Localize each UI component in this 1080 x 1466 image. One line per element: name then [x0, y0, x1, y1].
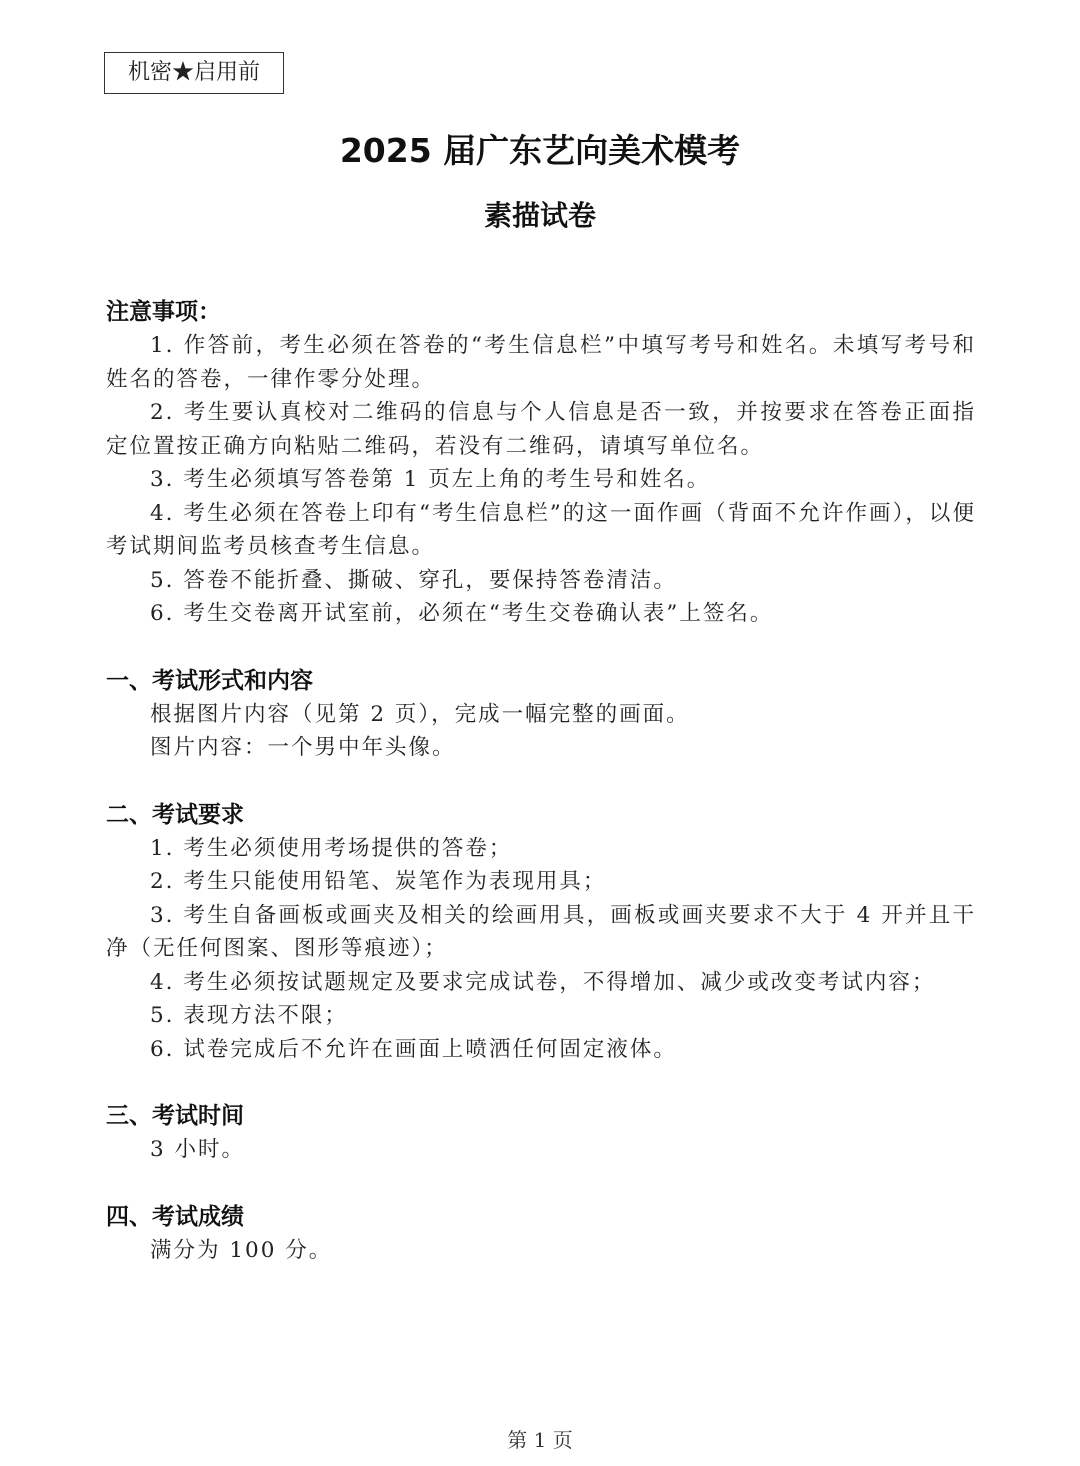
section-form-content [106, 665, 976, 765]
section-heading: 二、考试要求 [106, 801, 244, 828]
notice-item: 6. 考生交卷离开试室前，必须在“考生交卷确认表”上签名。 [150, 601, 774, 626]
requirement-item: 4. 考生必须按试题规定及要求完成试卷，不得增加、减少或改变考试内容； [150, 969, 936, 995]
requirement-item: 5. 表现方法不限； [150, 1003, 348, 1028]
section-gap [106, 765, 976, 799]
notice-item: 5. 答卷不能折叠、撕破、穿孔，要保持答卷清洁。 [150, 567, 677, 593]
requirement-item: 1. 考生必须使用考场提供的答卷； [150, 835, 513, 861]
notice-heading: 注意事项： [106, 299, 221, 325]
section-line: 3 小时。 [150, 1137, 246, 1162]
section-gap [106, 1167, 976, 1201]
notice-section [106, 296, 976, 631]
section-heading: 四、考试成绩 [106, 1203, 244, 1230]
section-heading: 三、考试时间 [106, 1103, 244, 1129]
requirement-item: 2. 考生只能使用铅笔、炭笔作为表现用具； [150, 869, 607, 894]
page-subtitle: 素描试卷 [483, 199, 596, 232]
notice-item: 4. 考生必须在答卷上印有“考生信息栏”的这一面作画（背面不允许作画），以便考试期间监考员核查考生信息。 [106, 500, 976, 559]
section-requirements [106, 799, 976, 1067]
section-line: 根据图片内容（见第 2 页），完成一幅完整的画面。 [150, 701, 690, 727]
section-time [106, 1100, 976, 1167]
requirement-item: 6. 试卷完成后不允许在画面上喷洒任何固定液体。 [150, 1036, 677, 1062]
section-line: 满分为 100 分。 [150, 1237, 333, 1263]
page-number: 第 1 页 [507, 1428, 573, 1452]
exam-body [106, 296, 976, 1267]
section-heading: 一、考试形式和内容 [106, 667, 313, 694]
notice-item: 1. 作答前，考生必须在答卷的“考生信息栏”中填写考号和姓名。未填写考号和姓名的答卷，一律作零分处理。 [106, 333, 976, 392]
notice-item: 3. 考生必须填写答卷第 1 页左上角的考生号和姓名。 [150, 467, 711, 492]
section-score [106, 1201, 976, 1268]
page-title: 2025 届广东艺向美术模考 [339, 131, 741, 170]
requirement-item: 3. 考生自备画板或画夹及相关的绘画用具，画板或画夹要求不大于 4 开并且干净（无任何图案、图形等痕迹）； [106, 902, 976, 961]
section-line: 图片内容：一个男中年头像。 [150, 735, 456, 760]
section-gap [106, 631, 976, 665]
section-gap [106, 1066, 976, 1100]
confidential-label: 机密★启用前 [104, 52, 284, 94]
notice-item: 2. 考生要认真校对二维码的信息与个人信息是否一致，并按要求在答卷正面指定位置按正确方向粘贴二维码，若没有二维码，请填写单位名。 [106, 400, 976, 459]
